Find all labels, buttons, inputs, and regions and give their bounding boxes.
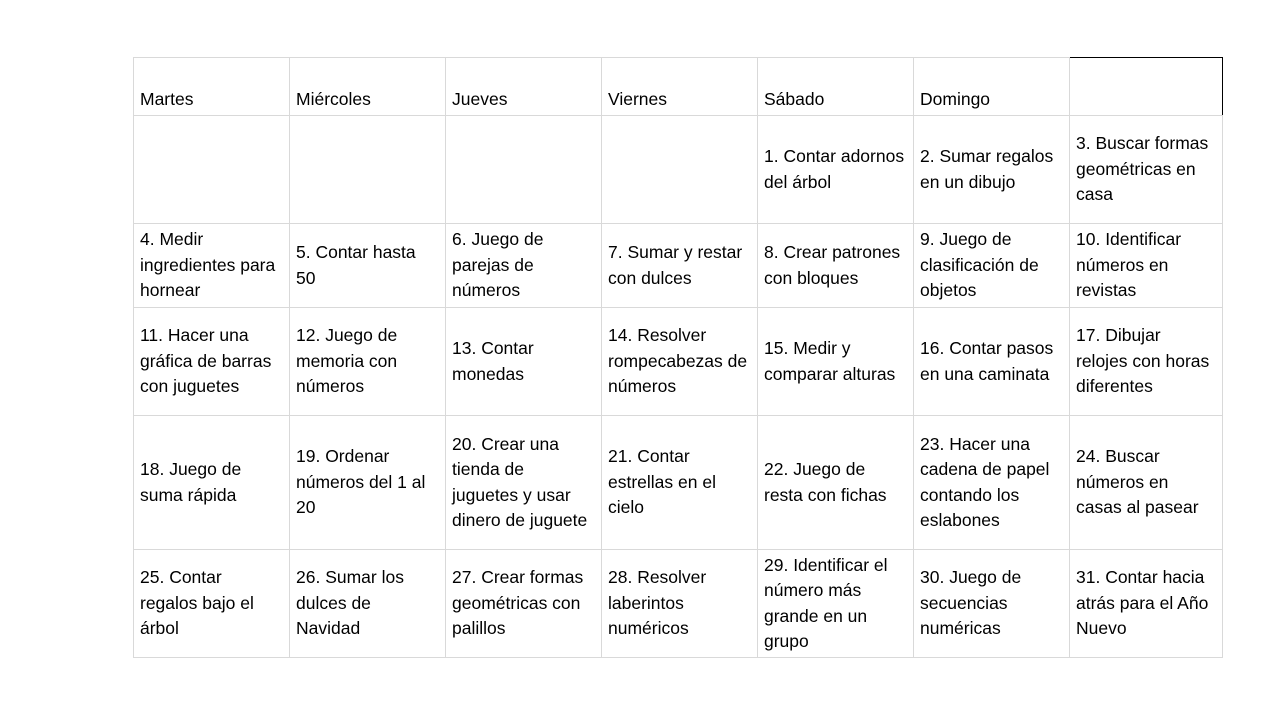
header-jueves: Jueves (446, 58, 602, 116)
table-cell: 14. Resolver rompecabezas de números (602, 308, 758, 416)
header-martes: Martes (134, 58, 290, 116)
table-cell: 1. Contar adornos del árbol (758, 116, 914, 224)
table-row (134, 308, 1223, 416)
table-cell: 30. Juego de secuencias numéricas (914, 550, 1070, 658)
table-cell: 26. Sumar los dulces de Navidad (290, 550, 446, 658)
table-row (134, 416, 1223, 550)
table-cell: 22. Juego de resta con fichas (758, 416, 914, 550)
table-cell: 25. Contar regalos bajo el árbol (134, 550, 290, 658)
table-cell: 27. Crear formas geométricas con palillos (446, 550, 602, 658)
table-cell: 4. Medir ingredientes para hornear (134, 224, 290, 308)
table-cell (290, 116, 446, 224)
table-cell: 2. Sumar regalos en un dibujo (914, 116, 1070, 224)
table-cell (446, 116, 602, 224)
table-cell: 17. Dibujar relojes con horas diferentes (1070, 308, 1223, 416)
table-cell: 10. Identificar números en revistas (1070, 224, 1223, 308)
table-cell: 19. Ordenar números del 1 al 20 (290, 416, 446, 550)
table-cell: 6. Juego de parejas de números (446, 224, 602, 308)
header-domingo: Domingo (914, 58, 1070, 116)
table-cell: 8. Crear patrones con bloques (758, 224, 914, 308)
header-viernes: Viernes (602, 58, 758, 116)
table-cell: 7. Sumar y restar con dulces (602, 224, 758, 308)
table-cell (134, 116, 290, 224)
table-cell: 18. Juego de suma rápida (134, 416, 290, 550)
table-cell: 5. Contar hasta 50 (290, 224, 446, 308)
table-row (134, 116, 1223, 224)
table-cell: 31. Contar hacia atrás para el Año Nuevo (1070, 550, 1223, 658)
table-row (134, 550, 1223, 658)
header-row (134, 58, 1223, 116)
activity-calendar-table (133, 57, 1223, 658)
table-cell: 16. Contar pasos en una caminata (914, 308, 1070, 416)
table-cell: 11. Hacer una gráfica de barras con juguetes (134, 308, 290, 416)
table-cell: 12. Juego de memoria con números (290, 308, 446, 416)
table-cell: 13. Contar monedas (446, 308, 602, 416)
header-miercoles: Miércoles (290, 58, 446, 116)
table-cell: 15. Medir y comparar alturas (758, 308, 914, 416)
table-row (134, 224, 1223, 308)
table-cell: 21. Contar estrellas en el cielo (602, 416, 758, 550)
header-sabado: Sábado (758, 58, 914, 116)
table-cell (602, 116, 758, 224)
table-cell: 29. Identificar el número más grande en un grupo (758, 550, 914, 658)
table-cell: 24. Buscar números en casas al pasear (1070, 416, 1223, 550)
table-cell: 20. Crear una tienda de juguetes y usar dinero de juguete (446, 416, 602, 550)
table-cell: 23. Hacer una cadena de papel contando los eslabones (914, 416, 1070, 550)
table-cell: 28. Resolver laberintos numéricos (602, 550, 758, 658)
header-empty (1070, 58, 1223, 116)
table-cell: 9. Juego de clasificación de objetos (914, 224, 1070, 308)
table-cell: 3. Buscar formas geométricas en casa (1070, 116, 1223, 224)
